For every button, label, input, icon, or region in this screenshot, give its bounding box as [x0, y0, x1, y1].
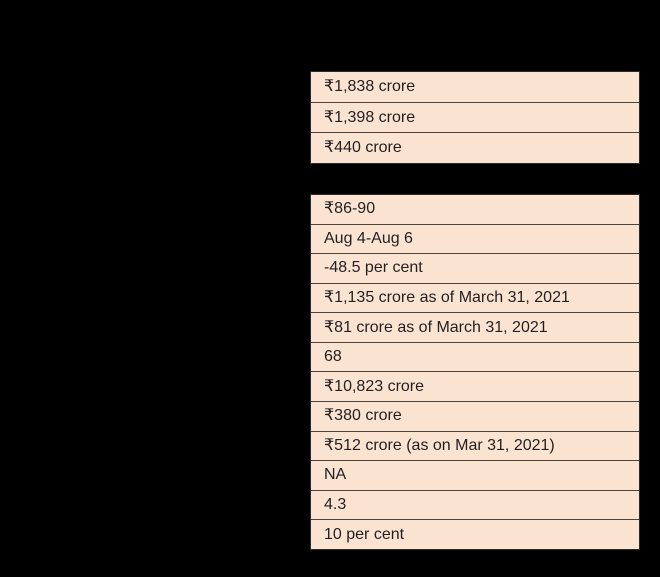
table-row: NA — [311, 460, 639, 490]
table-row: Aug 4-Aug 6 — [311, 224, 639, 254]
table-row: ₹10,823 crore — [311, 371, 639, 401]
table-row: ₹440 crore — [311, 132, 639, 163]
table-row: ₹380 crore — [311, 401, 639, 431]
values-table-main — [310, 194, 640, 550]
values-table-top — [310, 71, 640, 164]
table-row: ₹1,398 crore — [311, 102, 639, 133]
table-row: ₹1,838 crore — [324, 77, 416, 95]
table-row: ₹81 crore as of March 31, 2021 — [311, 312, 639, 342]
table-row: 4.3 — [311, 490, 639, 520]
table-row: ₹86-90 — [324, 200, 376, 218]
table-row: -48.5 per cent — [311, 253, 639, 283]
table-row: ₹512 crore (as on Mar 31, 2021) — [311, 431, 639, 461]
table-row: ₹1,135 crore as of March 31, 2021 — [311, 283, 639, 313]
table-row: 68 — [311, 342, 639, 372]
table-row: 10 per cent — [311, 519, 639, 549]
